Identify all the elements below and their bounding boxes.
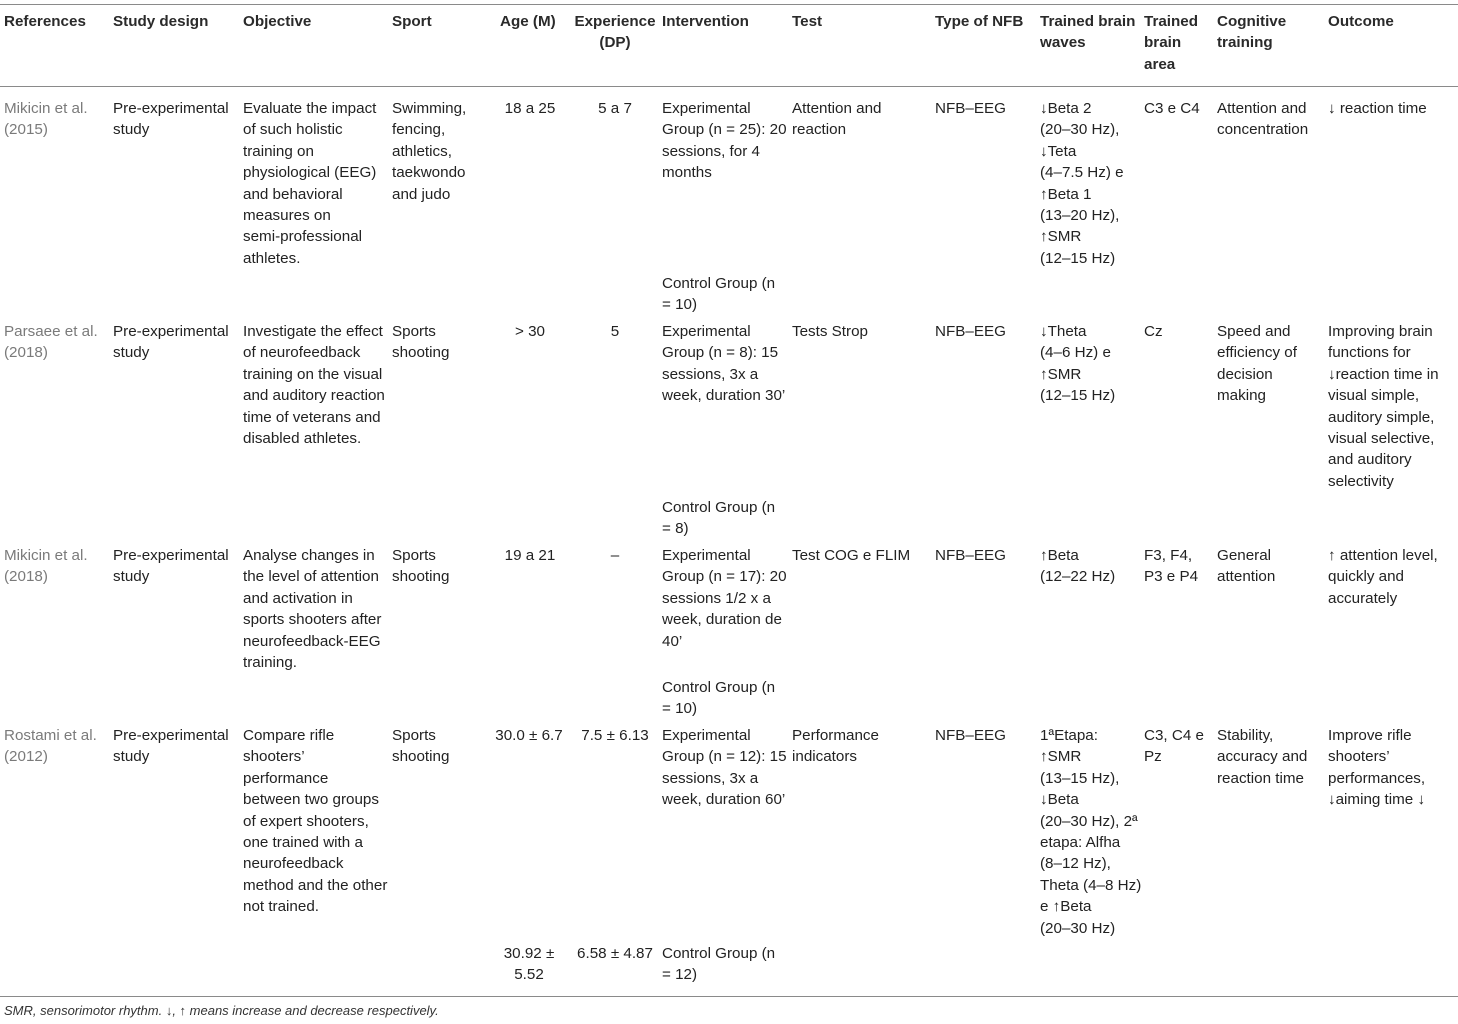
cell-outcome: Improving brain functions for ↓reaction time in visual simple, auditory simple, visual selective, and auditory selectivity bbox=[1328, 323, 1439, 490]
cell-age-control: 30.92 ± 5.52 bbox=[503, 945, 555, 984]
header-type-nfb: Type of NFB bbox=[935, 13, 1024, 30]
cell-cognitive-training: Speed and efficiency of decision making bbox=[1217, 323, 1297, 405]
cell-test: Test COG e FLIM bbox=[792, 547, 911, 564]
cell-study-design: Pre-experimental study bbox=[113, 323, 229, 362]
cell-brain-waves: ↑Beta (12–22 Hz) bbox=[1040, 547, 1116, 586]
cell-type-nfb: NFB–EEG bbox=[935, 727, 1006, 744]
cell-reference: Rostami et al. (2012) bbox=[4, 727, 97, 766]
cell-age: 19 a 21 bbox=[504, 547, 556, 564]
cell-type-nfb: NFB–EEG bbox=[935, 547, 1006, 564]
header-intervention: Intervention bbox=[662, 13, 749, 30]
cell-experience: – bbox=[610, 547, 620, 564]
cell-outcome: Improve rifle shooters’ performances, ↓aiming time ↓ bbox=[1328, 727, 1426, 809]
table-bottom-rule bbox=[0, 996, 1458, 997]
cell-objective: Compare rifle shooters’ performance between two groups of expert shooters, one trained with a neurofeedback method and the other not trained. bbox=[243, 727, 388, 916]
cell-cognitive-training: General attention bbox=[1217, 547, 1276, 586]
cell-brain-area: F3, F4, P3 e P4 bbox=[1144, 547, 1199, 586]
cell-study-design: Pre-experimental study bbox=[113, 547, 229, 586]
header-test: Test bbox=[792, 13, 823, 30]
cell-experience: 5 bbox=[610, 323, 620, 340]
cell-objective: Evaluate the impact of such holistic training on physiological (EEG) and behavioral measures on semi-professional athletes. bbox=[243, 100, 377, 267]
cell-sport: Sports shooting bbox=[392, 323, 450, 362]
header-experience: Experience (DP) bbox=[574, 13, 656, 52]
cell-intervention-control: Control Group (n = 8) bbox=[662, 499, 776, 538]
cell-intervention-control: Control Group (n = 10) bbox=[662, 275, 776, 314]
cell-outcome: ↓ reaction time bbox=[1328, 100, 1427, 117]
cell-age: 18 a 25 bbox=[504, 100, 556, 117]
cell-brain-area: Cz bbox=[1144, 323, 1163, 340]
cell-brain-waves: 1ªEtapa: ↑SMR (13–15 Hz), ↓Beta (20–30 Hz), 2ª etapa: Alfha (8–12 Hz), Theta (4–8 Hz) e ↑Beta (20–30 Hz) bbox=[1040, 727, 1142, 937]
cell-reference: Mikicin et al. (2018) bbox=[4, 547, 88, 586]
cell-experience: 5 a 7 bbox=[598, 100, 632, 117]
cell-experience-control: 6.58 ± 4.87 bbox=[577, 945, 653, 962]
cell-study-design: Pre-experimental study bbox=[113, 100, 229, 139]
table-top-rule bbox=[0, 4, 1458, 5]
cell-intervention-experimental: Experimental Group (n = 17): 20 sessions 1/2 x a week, duration de 40’ bbox=[662, 547, 787, 650]
cell-brain-waves: ↓Theta (4–6 Hz) e ↑SMR (12–15 Hz) bbox=[1040, 323, 1116, 405]
cell-cognitive-training: Attention and concentration bbox=[1217, 100, 1309, 139]
cell-type-nfb: NFB–EEG bbox=[935, 323, 1006, 340]
cell-intervention-experimental: Experimental Group (n = 25): 20 sessions, for 4 months bbox=[662, 100, 787, 182]
cell-test: Performance indicators bbox=[792, 727, 879, 766]
cell-sport: Sports shooting bbox=[392, 547, 450, 586]
cell-objective: Investigate the effect of neurofeedback training on the visual and auditory reaction time of veterans and disabled athletes. bbox=[243, 323, 385, 448]
cell-brain-area: C3 e C4 bbox=[1144, 100, 1200, 117]
cell-intervention-experimental: Experimental Group (n = 12): 15 sessions, 3x a week, duration 60’ bbox=[662, 727, 787, 809]
cell-age: 30.0 ± 6.7 bbox=[495, 727, 563, 744]
header-cognitive-training: Cognitive training bbox=[1217, 13, 1287, 52]
cell-reference: Parsaee et al. (2018) bbox=[4, 323, 98, 362]
header-sport: Sport bbox=[392, 13, 432, 30]
header-references: References bbox=[4, 13, 86, 30]
cell-test: Tests Strop bbox=[792, 323, 868, 340]
header-study-design: Study design bbox=[113, 13, 209, 30]
cell-test: Attention and reaction bbox=[792, 100, 882, 139]
cell-age: > 30 bbox=[515, 323, 545, 340]
cell-type-nfb: NFB–EEG bbox=[935, 100, 1006, 117]
table-header-rule bbox=[0, 86, 1458, 87]
header-age: Age (M) bbox=[500, 13, 556, 30]
table-footnote: SMR, sensorimotor rhythm. ↓, ↑ means increase and decrease respectively. bbox=[4, 1003, 439, 1018]
cell-sport: Sports shooting bbox=[392, 727, 450, 766]
cell-objective: Analyse changes in the level of attention and activation in sports shooters after neurofeedback-EEG training. bbox=[243, 547, 382, 672]
cell-outcome: ↑ attention level, quickly and accurately bbox=[1328, 547, 1438, 607]
cell-reference: Mikicin et al. (2015) bbox=[4, 100, 88, 139]
header-objective: Objective bbox=[243, 13, 312, 30]
cell-intervention-control: Control Group (n = 12) bbox=[662, 945, 776, 984]
cell-brain-area: C3, C4 e Pz bbox=[1144, 727, 1204, 766]
header-outcome: Outcome bbox=[1328, 13, 1394, 30]
cell-study-design: Pre-experimental study bbox=[113, 727, 229, 766]
header-trained-brain-waves: Trained brain waves bbox=[1040, 13, 1136, 52]
header-trained-brain-area: Trained brain area bbox=[1144, 13, 1199, 73]
cell-cognitive-training: Stability, accuracy and reaction time bbox=[1217, 727, 1308, 787]
cell-sport: Swimming, fencing, athletics, taekwondo and judo bbox=[392, 100, 467, 203]
cell-experience: 7.5 ± 6.13 bbox=[581, 727, 649, 744]
cell-brain-waves: ↓Beta 2 (20–30 Hz), ↓Teta (4–7.5 Hz) e ↑Beta 1 (13–20 Hz), ↑SMR (12–15 Hz) bbox=[1040, 100, 1124, 267]
cell-intervention-control: Control Group (n = 10) bbox=[662, 679, 776, 718]
cell-intervention-experimental: Experimental Group (n = 8): 15 sessions, 3x a week, duration 30’ bbox=[662, 323, 786, 405]
